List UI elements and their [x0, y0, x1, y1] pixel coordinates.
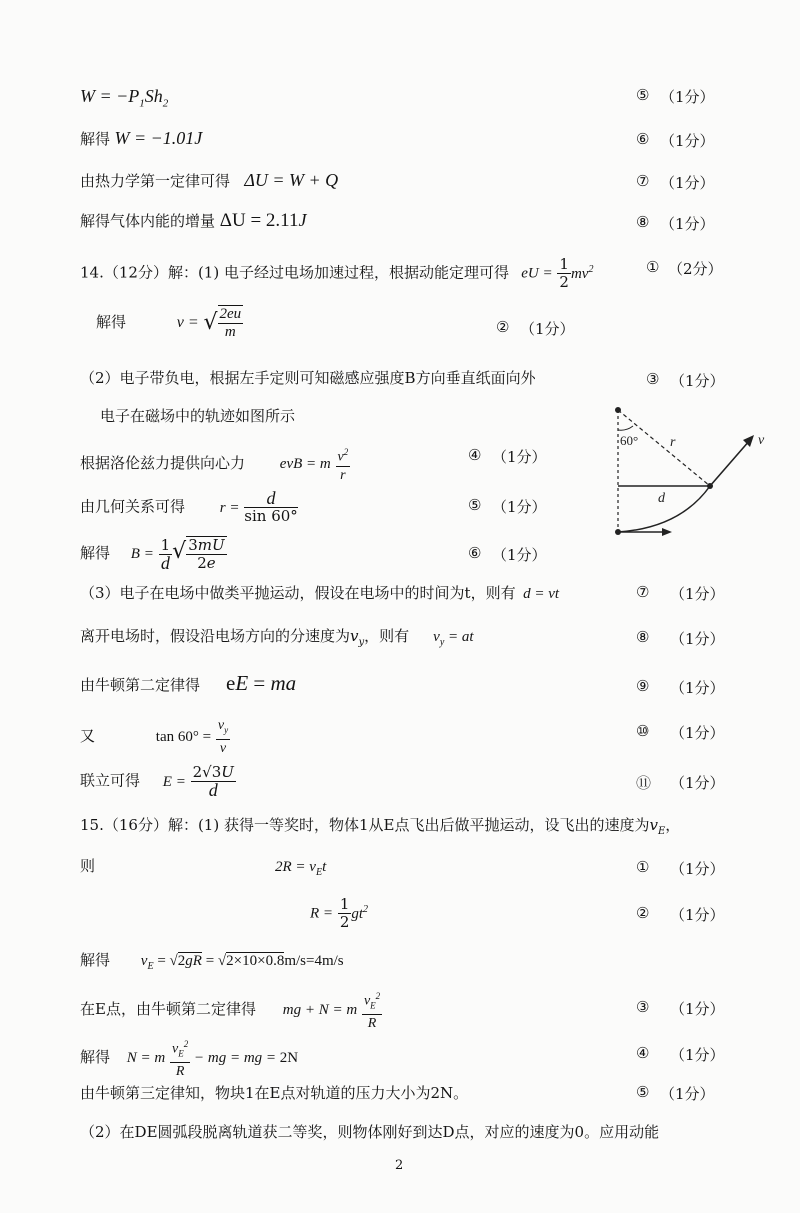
radius-dashed-line [618, 410, 710, 486]
line-7: （2）电子带负电，根据左手定则可知磁感应强度B方向垂直纸面向外 [80, 369, 536, 387]
score: （1分） [670, 372, 725, 390]
score: （1分） [670, 1000, 725, 1018]
score: （1分） [660, 1085, 715, 1103]
velocity-label: v [758, 433, 765, 448]
distance-label: d [658, 491, 665, 506]
line-10: 由几何关系可得 r = $\frac{d}{\sin 60^\circ}$ [80, 488, 298, 525]
entry-arrow-head [662, 528, 672, 536]
exit-velocity-arrow [710, 440, 750, 486]
score: （1分） [660, 174, 715, 192]
eq-number: ② [636, 904, 650, 922]
line-q15-intro: 15.（16分）解：(1) 获得一等奖时，物体1从E点飞出后做平抛运动，设飞出的速度为$v_E$， [80, 816, 681, 837]
line-23: 由牛顿第三定律知，物块1在E点对轨道的压力大小为2N。 [80, 1084, 469, 1102]
line-11: 解得 B = $\frac{1}{d}$ √ $\frac{3mU}{2e}$ [80, 535, 225, 573]
score: （1分） [520, 320, 575, 338]
eq-number: ⑥ [636, 130, 650, 148]
line-12: （3）电子在电场中做类平抛运动，假设在电场中的时间为t，则有 d = vt [80, 584, 560, 602]
angle-label: 60° [620, 433, 639, 448]
angle-arc [618, 426, 633, 430]
eq-number: ⑪ [636, 774, 652, 792]
score: （1分） [492, 498, 547, 516]
score: （1分） [670, 679, 725, 697]
line-20: 解得 $v_E = √2gR = √2\times 10\times 0.8m/s=4m/s$ [80, 951, 344, 972]
score: （1分） [660, 132, 715, 150]
eq-number: ⑥ [468, 544, 482, 562]
line-4: 解得气体内能的增量 ΔU = 2.11J [80, 210, 307, 231]
eq-number: ④ [636, 1044, 650, 1062]
eq-number: ③ [636, 998, 650, 1016]
line-q14-intro: 14.（12分）解：(1) 电子经过电场加速过程，根据动能定理可得 eU = $\frac{1}{2}$ $mv^2$ [80, 255, 594, 291]
eq-number: ⑨ [636, 677, 650, 695]
eq-number: ① [636, 858, 650, 876]
line-21: 在E点，由牛顿第二定律得 mg + N = m $\frac{v_E^2}{R}$ [80, 988, 382, 1032]
line-6: 解得 v = √ $\frac{2eu}{m}$ [96, 306, 242, 340]
eq-number: ⑤ [468, 496, 482, 514]
line-2: 解得 W = −1.01J [80, 128, 203, 148]
score: （1分） [492, 448, 547, 466]
line-13: 离开电场时，假设沿电场方向的分速度为$v_y$，则有 $v_y$ = at [80, 627, 474, 648]
score: （1分） [660, 215, 715, 233]
eq-number: ② [496, 318, 510, 336]
q14-text: 14.（12分）解：(1) 电子经过电场加速过程，根据动能定理可得 [80, 263, 509, 282]
exit-point [707, 483, 713, 489]
score: （1分） [670, 774, 725, 792]
line-9: 根据洛伦兹力提供向心力 evB = m $\frac{v^2}{r}$ [80, 444, 350, 484]
line-3: 由热力学第一定律可得 ΔU = W + Q [80, 170, 339, 190]
radius-label: r [670, 435, 676, 450]
eq-number: ⑤ [636, 1083, 650, 1101]
score: （1分） [670, 630, 725, 648]
eq-number: ⑧ [636, 628, 650, 646]
eq-number: ⑧ [636, 213, 650, 231]
line-22: 解得 N = m $\frac{v_E^2}{R}$ − mg = mg = 2N [80, 1036, 298, 1080]
score: （1分） [670, 1046, 725, 1064]
center-point [615, 407, 621, 413]
score: （1分） [670, 724, 725, 742]
eq-number: ① [646, 258, 660, 276]
line-1 [80, 86, 168, 114]
line-15: 又 tan 60° = $\frac{v_y}{v}$ [80, 718, 229, 756]
page-number: 2 [395, 1158, 404, 1173]
eq-number: ⑤ [636, 86, 650, 104]
score: （1分） [670, 860, 725, 878]
eq-number: ③ [646, 370, 660, 388]
entry-point [615, 529, 621, 535]
score: （2分） [668, 260, 723, 278]
line-8: 电子在磁场中的轨迹如图所示 [100, 407, 296, 425]
eq-number: ⑦ [636, 583, 650, 601]
line-16: 联立可得 E = $\frac{2√3U}{d}$ [80, 763, 234, 800]
score: （1分） [670, 585, 725, 603]
eq-work: $W = -P_1Sh_2$ [80, 86, 169, 110]
line-19: R = $\frac{1}{2}$ $gt^2$ [310, 895, 369, 931]
line-18: 则 $2R = v_Et$ [80, 857, 327, 878]
eq-number: ⑩ [636, 722, 650, 740]
trajectory-figure [600, 400, 775, 545]
score: （1分） [492, 546, 547, 564]
score: （1分） [660, 88, 715, 106]
line-24: （2）在DE圆弧段脱离轨道获二等奖，则物体刚好到达D点，对应的速度为0。应用动能 [80, 1123, 660, 1141]
eq-number: ⑦ [636, 172, 650, 190]
line-14: 由牛顿第二定律得 eE = ma [80, 671, 297, 695]
eq-number: ④ [468, 446, 482, 464]
score: （1分） [670, 906, 725, 924]
